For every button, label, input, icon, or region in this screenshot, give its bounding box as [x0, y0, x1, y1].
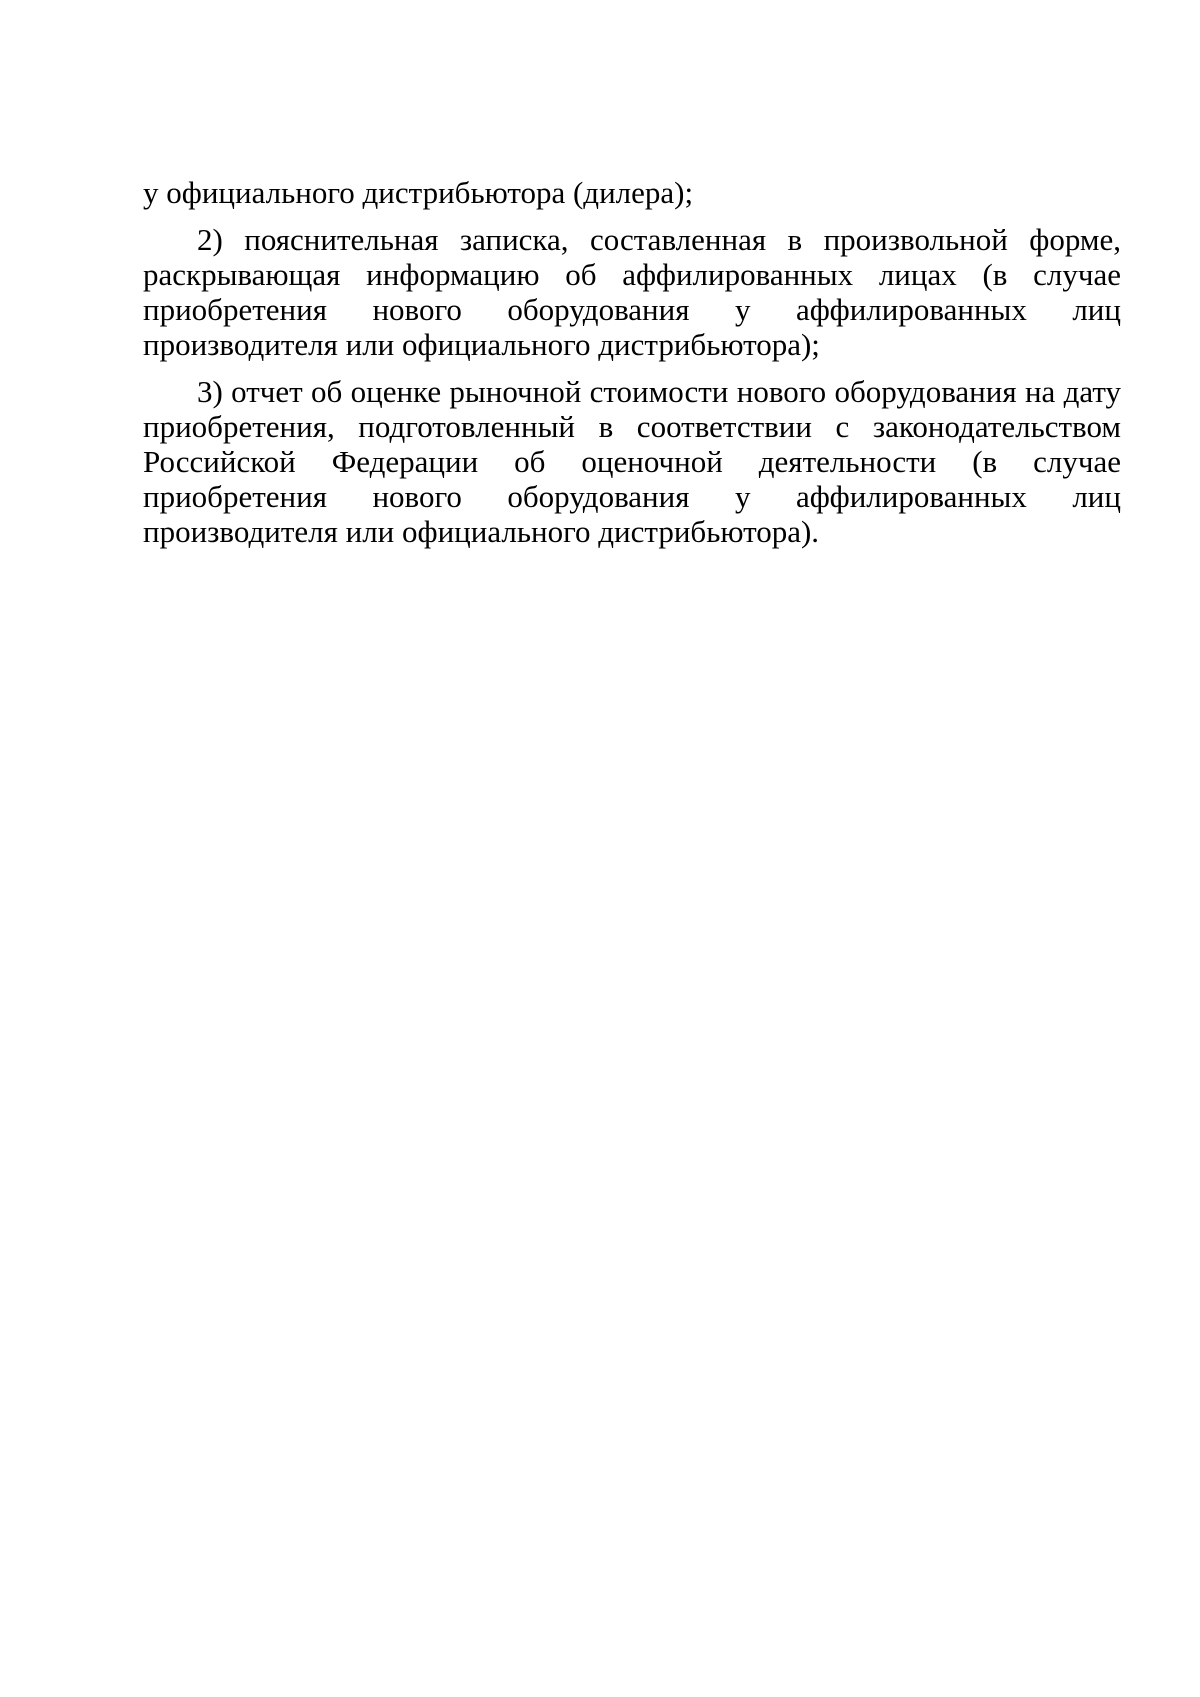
paragraph-continuation: у официального дистрибьютора (дилера); [143, 175, 694, 210]
paragraph-item-2: 2) пояснительная записка, составленная в произвольной форме, раскрывающая информацию об аффилированных лицах (в случае приобретения нового оборудования у аффилированных лиц производителя или официального дистрибьютора); [143, 222, 1121, 362]
document-body [143, 175, 1121, 561]
paragraph-item-3: 3) отчет об оценке рыночной стоимости нового оборудования на дату приобретения, подготовленный в соответствии с законодательством Российской Федерации об оценочной деятельности (в случае приобретения нового оборудования у аффилированных лиц производителя или официального дистрибьютора). [143, 374, 1121, 549]
